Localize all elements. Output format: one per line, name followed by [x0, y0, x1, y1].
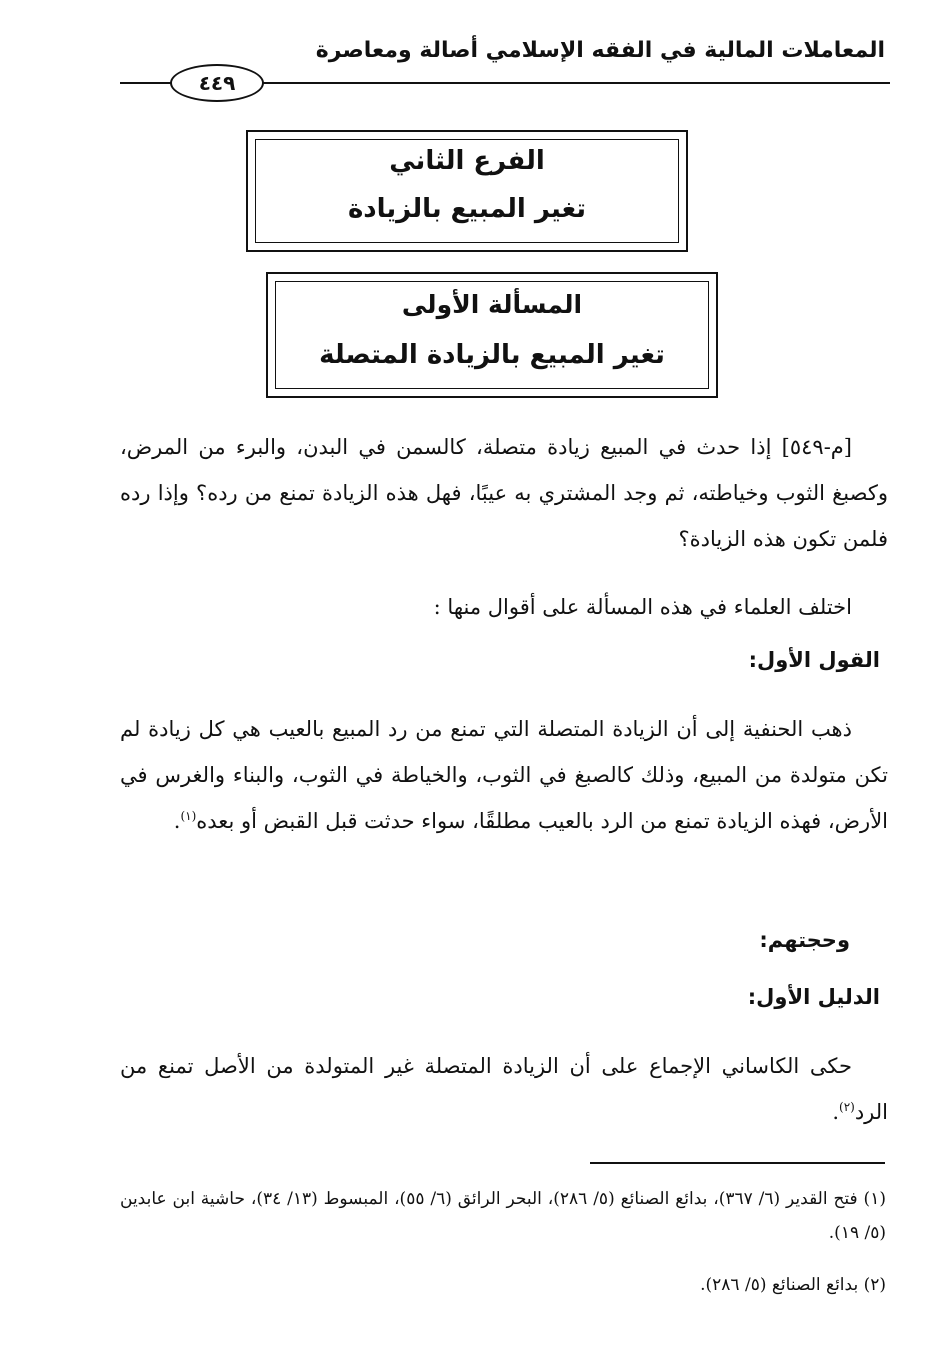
section-heading-subtitle: تغير المبيع بالزيادة: [347, 194, 587, 224]
subsection-heading-title: المسألة الأولى: [401, 290, 583, 319]
footnote-rule: [590, 1162, 885, 1164]
paragraph-question: [م-٥٤٩] إذا حدث في المبيع زيادة متصلة، كالسمن في البدن، والبرء من المرض، وكصبغ الثوب وخياطته، ثم وجد المشتري به عيبًا، فهل هذه الزيادة تمنع من رده؟ وإذا رده فلمن تكون هذه الزيادة؟: [120, 435, 888, 551]
page-number: ٤٤٩: [170, 64, 264, 102]
footnote-ref-1: (١): [180, 809, 197, 823]
running-header-title: المعاملات المالية في الفقه الإسلامي أصالة ومعاصرة: [315, 38, 885, 63]
footnote-ref-2: (٢): [839, 1100, 855, 1114]
paragraph-hanafi-end: .: [173, 809, 181, 833]
heading-first-evidence: الدليل الأول:: [747, 985, 880, 1009]
footnote-2: (٢) بدائع الصنائع (٥/ ٢٨٦).: [700, 1275, 886, 1295]
subsection-heading-subtitle: تغير المبيع بالزيادة المتصلة: [319, 340, 665, 370]
paragraph-hanafi-opinion: [120, 706, 888, 844]
footnote-1: (١) فتح القدير (٦/ ٣٦٧)، بدائع الصنائع (٥/ ٢٨٦)، البحر الرائق (٦/ ٥٥)، المبسوط (١٣/ ٣٤)، حاشية ابن عابدين (٥/ ١٩).: [120, 1189, 886, 1243]
heading-first-opinion: القول الأول:: [748, 648, 880, 672]
paragraph-kasani-end: .: [832, 1100, 839, 1124]
heading-their-proof: وحجتهم:: [759, 928, 850, 952]
subsection-heading-frame: [266, 272, 718, 398]
paragraph-kasani-text: حكى الكاساني الإجماع على أن الزيادة المتصلة غير المتولدة من الأصل تمنع من الرد: [120, 1054, 888, 1124]
section-heading-frame: [246, 130, 688, 252]
paragraph-kasani: [120, 1043, 888, 1135]
section-heading-title: الفرع الثاني: [389, 146, 545, 176]
paragraph-hanafi-text: ذهب الحنفية إلى أن الزيادة المتصلة التي تمنع من رد المبيع بالعيب هي كل زيادة لم تكن متولدة من المبيع، وذلك كالصبغ في الثوب، والخياطة في الثوب، والبناء والغرس في الأرض، فهذه الزيادة تمنع من الرد بالعيب مطلقًا، سواء حدثت قبل القبض أو بعده: [120, 717, 888, 833]
paragraph-disagreement: اختلف العلماء في هذه المسألة على أقوال منها :: [433, 595, 852, 619]
